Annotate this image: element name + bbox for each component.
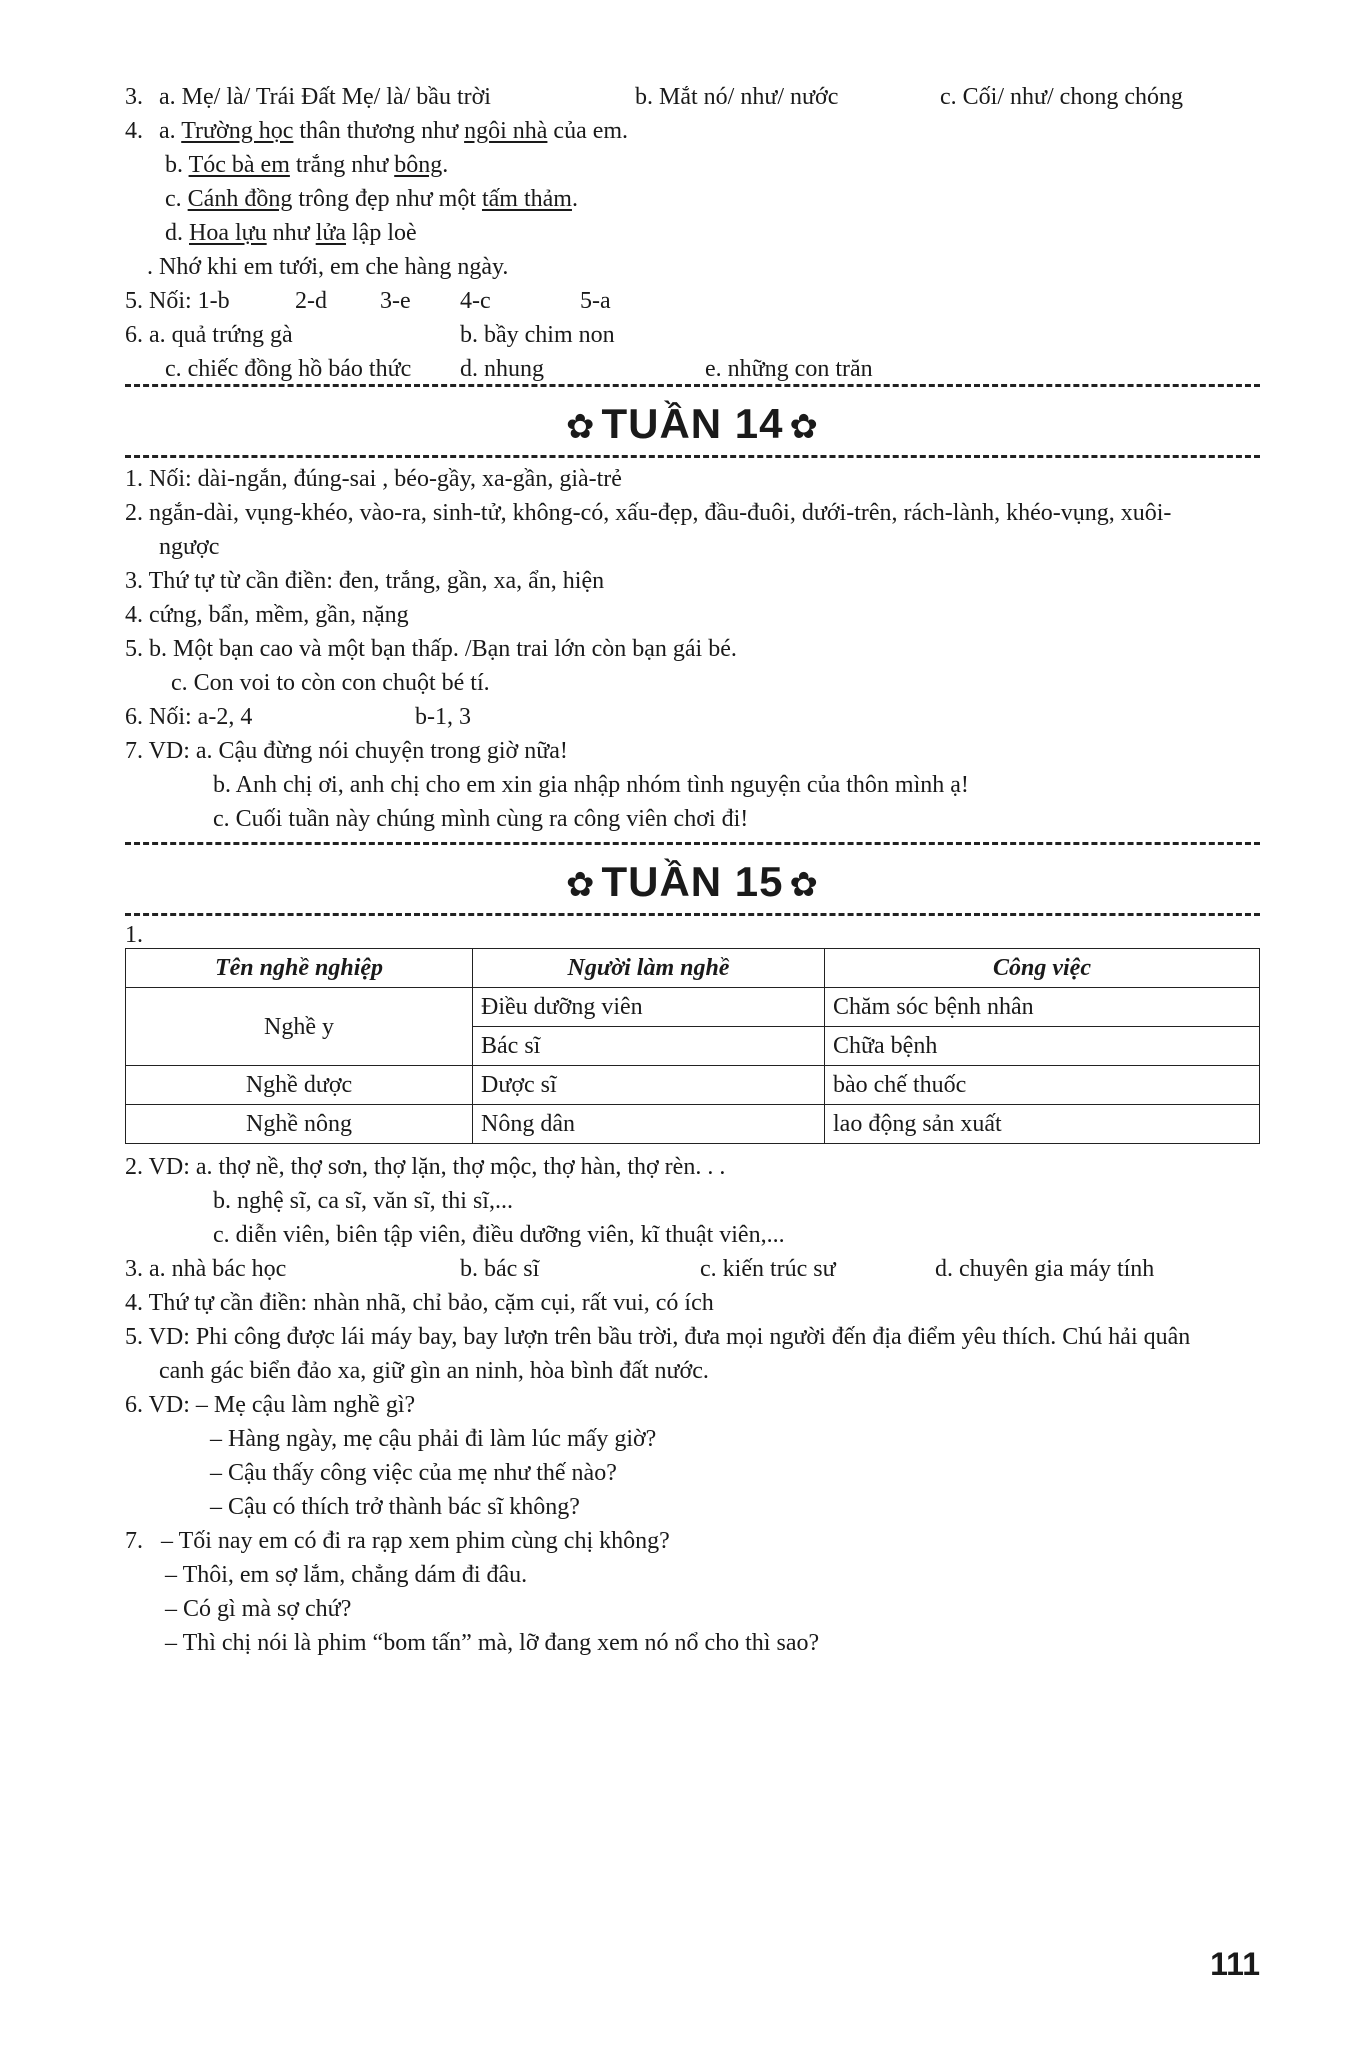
q4c-object: tấm thảm <box>481 186 572 212</box>
t14-q7-a: 7. VD: a. Cậu đừng nói chuyện trong giờ nữa! <box>125 738 568 764</box>
q4d-prefix: d. <box>165 220 189 246</box>
t15-q6-q2: – Hàng ngày, mẹ cậu phải đi làm lúc mấy giờ? <box>210 1426 657 1452</box>
table-cell-work: bào chế thuốc <box>825 1066 1260 1105</box>
t14-item-1: 1. Nối: dài-ngắn, đúng-sai , béo-gầy, xa-gần, già-trẻ <box>125 466 622 492</box>
q4b-suffix: . <box>442 152 449 178</box>
q6-line-2 <box>125 354 1260 384</box>
q4b-prefix: b. <box>165 152 189 178</box>
q5-label: 5. Nối: 1-b <box>125 288 230 314</box>
section-separator <box>125 455 1260 458</box>
t15-q6-q3: – Cậu thấy công việc của mẹ như thế nào? <box>210 1460 617 1486</box>
t15-q1-label: 1. <box>125 922 143 948</box>
q4d-subject: Hoa lựu <box>189 220 267 246</box>
q4b-middle: trắng như <box>289 152 395 178</box>
section-separator <box>125 842 1260 845</box>
table-cell-people: Bác sĩ <box>473 1027 825 1066</box>
tuan14-heading <box>125 397 1260 451</box>
t15-q4: 4. Thứ tự cần điền: nhàn nhã, chỉ bảo, cặm cụi, rất vui, có ích <box>125 1290 714 1316</box>
q5-pair-5: 5-a <box>580 288 611 314</box>
q5-pair-4: 4-c <box>460 288 491 314</box>
tuan15-heading <box>125 855 1260 909</box>
q4c-line <box>125 184 1260 218</box>
t15-q3-b: b. bác sĩ <box>460 1256 540 1282</box>
flower-icon: ✿ <box>789 408 820 446</box>
q4a-prefix: a. <box>159 118 182 144</box>
q3-num: 3. <box>125 84 143 110</box>
table-cell-people: Nông dân <box>473 1105 825 1144</box>
q3-c: c. Cối/ như/ chong chóng <box>940 84 1183 110</box>
q4d-middle: như <box>266 220 316 246</box>
t14-q7-b: b. Anh chị ơi, anh chị cho em xin gia nhập nhóm tình nguyện của thôn mình ạ! <box>213 772 969 798</box>
page-number: 111 <box>1210 1946 1260 1982</box>
table-cell-people: Điều dưỡng viên <box>473 988 825 1027</box>
t14-q6-a: 6. Nối: a-2, 4 <box>125 704 253 730</box>
q6-d: d. nhung <box>460 356 544 382</box>
q3-a: a. Mẹ/ là/ Trái Đất Mẹ/ là/ bầu trời <box>159 84 491 110</box>
t14-item-3: 3. Thứ tự từ cần điền: đen, trắng, gần, xa, ẩn, hiện <box>125 568 605 594</box>
q4d-object: lửa <box>315 220 347 246</box>
table-row <box>126 1105 1260 1144</box>
t14-item-2-cont: ngược <box>159 534 220 560</box>
t15-q2-b: b. nghệ sĩ, ca sĩ, văn sĩ, thi sĩ,... <box>213 1188 513 1214</box>
table-cell-work: Chăm sóc bệnh nhân <box>825 988 1260 1027</box>
q4a-line <box>125 116 1260 150</box>
t14-item-2: 2. ngắn-dài, vụng-khéo, vào-ra, sinh-tử, không-có, xấu-đẹp, đầu-đuôi, dưới-trên, rách-lành, khéo-vụng, xuôi- <box>125 500 1172 526</box>
t15-q3-c: c. kiến trúc sư <box>700 1256 836 1282</box>
t15-q3-d: d. chuyên gia máy tính <box>935 1256 1155 1282</box>
t15-q6-q4: – Cậu có thích trở thành bác sĩ không? <box>210 1494 580 1520</box>
q4d-suffix: lập loè <box>346 220 417 246</box>
t15-q3-a: 3. a. nhà bác học <box>125 1256 287 1282</box>
flower-icon: ✿ <box>789 866 820 904</box>
q4-note: . Nhớ khi em tưới, em che hàng ngày. <box>147 254 509 280</box>
q5-pair-3: 3-e <box>380 288 411 314</box>
q6-a: 6. a. quả trứng gà <box>125 322 293 348</box>
t15-q3-line <box>125 1254 1260 1288</box>
table-header: Tên nghề nghiệp <box>126 949 473 988</box>
q4d-line <box>125 218 1260 252</box>
section-separator <box>125 913 1260 916</box>
t15-q7-l4: – Thì chị nói là phim “bom tấn” mà, lỡ đang xem nó nổ cho thì sao? <box>165 1630 820 1656</box>
t15-q7-l1: 7. – Tối nay em có đi ra rạp xem phim cùng chị không? <box>125 1528 670 1554</box>
q4a-object: ngôi nhà <box>464 118 548 144</box>
q4c-prefix: c. <box>165 186 188 212</box>
flower-icon: ✿ <box>565 866 596 904</box>
q3-line <box>125 82 1260 116</box>
q4c-subject: Cánh đồng <box>187 186 293 212</box>
t15-q6-q1: 6. VD: – Mẹ cậu làm nghề gì? <box>125 1392 416 1418</box>
table-header-row <box>126 949 1260 988</box>
t14-item-5c: c. Con voi to còn con chuột bé tí. <box>171 670 490 696</box>
q4c-suffix: . <box>571 186 578 212</box>
q6-c: c. chiếc đồng hồ báo thức <box>165 356 412 382</box>
q6-b: b. bầy chim non <box>460 322 615 348</box>
q4b-line <box>125 150 1260 184</box>
table-row <box>126 988 1260 1027</box>
t14-item-5b: 5. b. Một bạn cao và một bạn thấp. /Bạn trai lớn còn bạn gái bé. <box>125 636 737 662</box>
t14-q6-line <box>125 702 1260 736</box>
table-row <box>126 1066 1260 1105</box>
q6-line-1 <box>125 320 1260 354</box>
table-cell-work: Chữa bệnh <box>825 1027 1260 1066</box>
q4b-subject: Tóc bà em <box>188 152 290 178</box>
t15-q2-c: c. diễn viên, biên tập viên, điều dưỡng viên, kĩ thuật viên,... <box>213 1222 785 1248</box>
q5-line <box>125 286 1260 320</box>
table-header: Công việc <box>825 949 1260 988</box>
t15-q7-l2: – Thôi, em sợ lắm, chẳng dám đi đâu. <box>165 1562 528 1588</box>
t15-q5-line-2: canh gác biển đảo xa, giữ gìn an ninh, hòa bình đất nước. <box>159 1358 709 1384</box>
q4a-suffix: của em. <box>547 118 629 144</box>
t14-q6-b: b-1, 3 <box>415 704 471 730</box>
jobs-table <box>125 948 1260 1144</box>
answer-page <box>125 82 1260 1662</box>
t15-q2-a: 2. VD: a. thợ nề, thợ sơn, thợ lặn, thợ mộc, thợ hàn, thợ rèn. . . <box>125 1154 726 1180</box>
tuan15-title: TUẦN 15 <box>601 858 784 905</box>
q6-e: e. những con trăn <box>705 356 873 382</box>
table-header: Người làm nghề <box>473 949 825 988</box>
q4a-subject: Trường học <box>181 118 294 144</box>
q4a-middle: thân thương như <box>293 118 465 144</box>
q3-b: b. Mắt nó/ như/ nước <box>635 84 839 110</box>
table-cell-people: Dược sĩ <box>473 1066 825 1105</box>
t15-q7-l3: – Có gì mà sợ chứ? <box>165 1596 352 1622</box>
q4b-object: bông <box>394 152 443 178</box>
t14-q7-c: c. Cuối tuần này chúng mình cùng ra công viên chơi đi! <box>213 806 749 832</box>
q4c-middle: trông đẹp như một <box>292 186 482 212</box>
section-separator <box>125 384 1260 387</box>
q5-pair-2: 2-d <box>295 288 327 314</box>
table-cell-work: lao động sản xuất <box>825 1105 1260 1144</box>
table-cell-job: Nghề dược <box>126 1066 473 1105</box>
table-cell-job: Nghề nông <box>126 1105 473 1144</box>
flower-icon: ✿ <box>565 408 596 446</box>
table-cell-job: Nghề y <box>126 988 473 1066</box>
tuan14-title: TUẦN 14 <box>601 400 784 447</box>
t15-q5-line-1: 5. VD: Phi công được lái máy bay, bay lượn trên bầu trời, đưa mọi người đến địa điểm yêu thích. Chú hải quân <box>125 1324 1191 1350</box>
q4-num: 4. <box>125 118 143 144</box>
t14-item-4: 4. cứng, bẩn, mềm, gần, nặng <box>125 602 409 628</box>
